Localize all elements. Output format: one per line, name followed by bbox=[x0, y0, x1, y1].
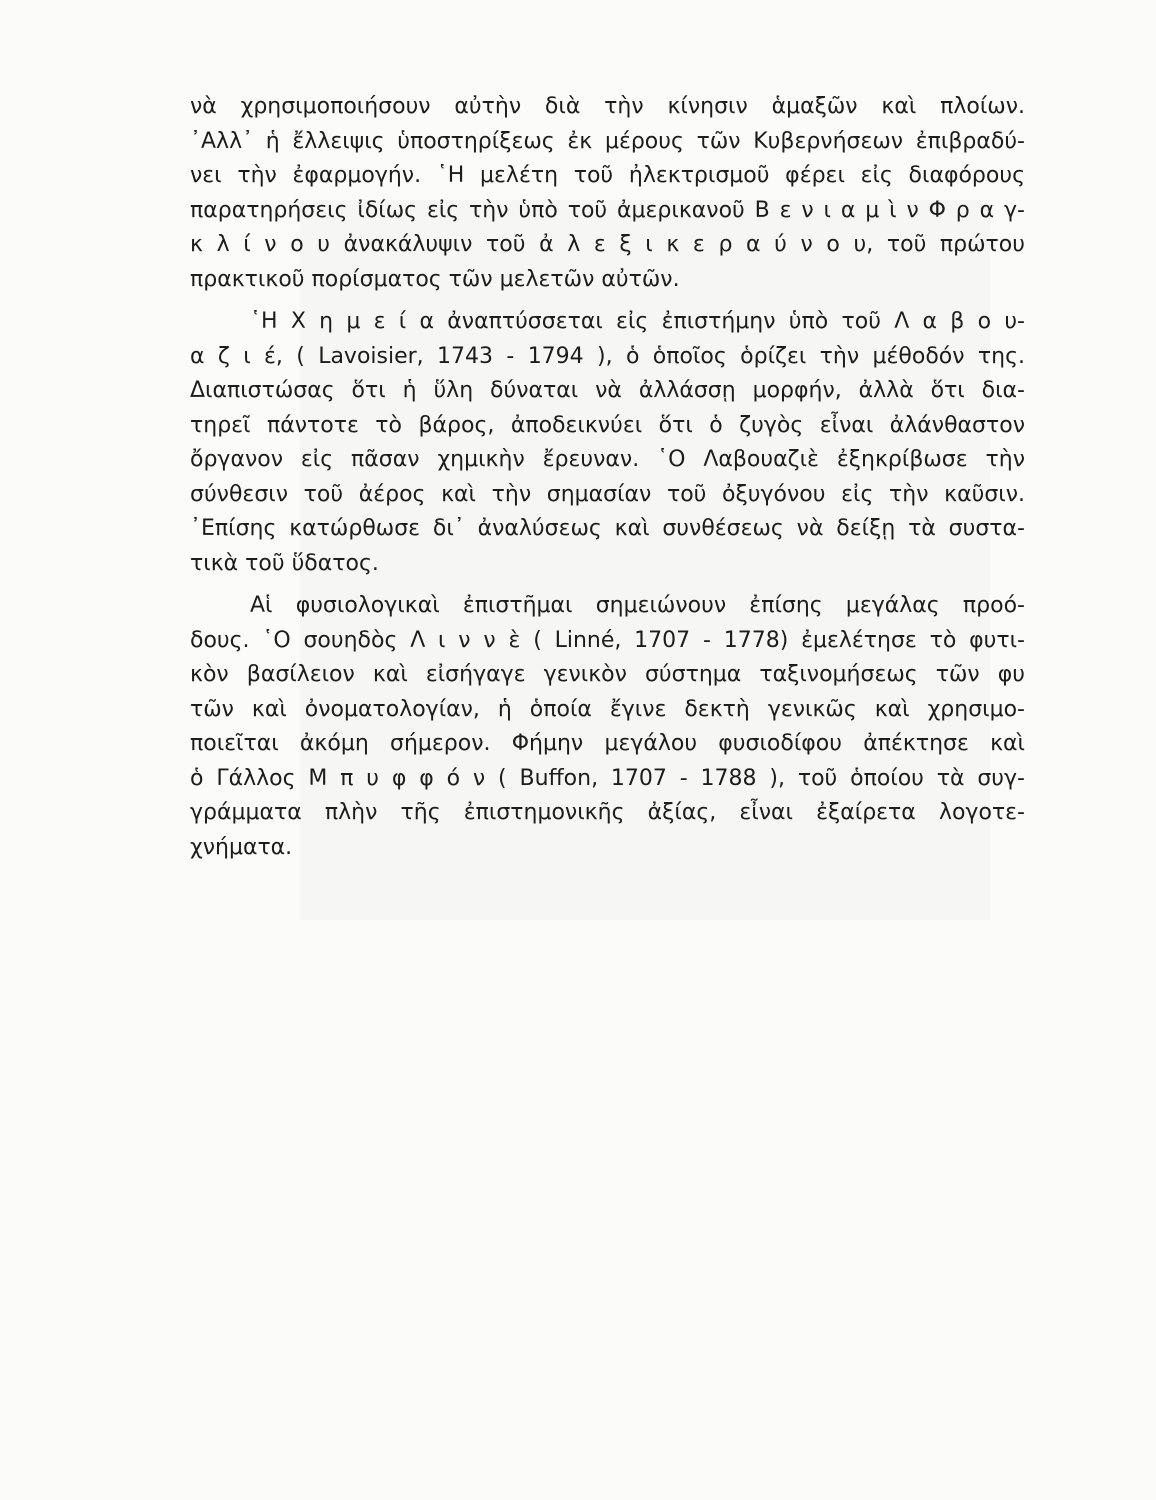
text-line: τηρεῖ πάντοτε τὸ βάρος, ἀποδεικνύει ὅτι ὁ ζυγὸς εἶναι ἀλάνθαστον bbox=[190, 412, 1025, 438]
text-line: νὰ χρησιμοποιήσουν αὐτὴν διὰ τὴν κίνησιν ἁμαξῶν καὶ πλοίων. bbox=[190, 94, 1025, 119]
text-line: δους. ῾Ο σουηδὸς Λ ι ν ν ὲ ( Linné, 1707 - 1778) ἐμελέτησε τὸ φυτι- bbox=[190, 627, 1025, 653]
text-line: ᾿Αλλ᾿ ἡ ἔλλειψις ὑποστηρίξεως ἐκ μέρους τῶν Κυβερνήσεων ἐπιβραδύ- bbox=[190, 128, 1025, 154]
paragraph-chemistry bbox=[190, 305, 1025, 581]
paragraph-electricity bbox=[190, 90, 1025, 297]
text-line: τικὰ τοῦ ὕδατος. bbox=[190, 550, 379, 576]
text-line: τῶν καὶ ὀνοματολογίαν, ἡ ὁποία ἔγινε δεκτὴ γενικῶς καὶ χρησιμο- bbox=[190, 696, 1025, 722]
text-line: ὁ Γάλλος Μ π υ φ φ ό ν ( Buffon, 1707 - 1788 ), τοῦ ὁποίου τὰ συγ- bbox=[190, 765, 1025, 791]
text-line: ποιεῖται ἀκόμη σήμερον. Φήμην μεγάλου φυσιοδίφου ἀπέκτησε καὶ bbox=[190, 731, 1025, 756]
paragraph-physiology bbox=[190, 589, 1025, 865]
text-line: ῾Η Χ η μ ε ί α ἀναπτύσσεται εἰς ἐπιστήμην ὑπὸ τοῦ Λ α β ο υ- bbox=[250, 309, 1025, 334]
text-line: γράμματα πλὴν τῆς ἐπιστημονικῆς ἀξίας, εἶναι ἐξαίρετα λογοτε- bbox=[190, 800, 1025, 825]
text-line: κ λ ί ν ο υ ἀνακάλυψιν τοῦ ἀ λ ε ξ ι κ ε ρ α ύ ν ο υ, τοῦ πρώτου bbox=[190, 232, 1025, 257]
text-line: α ζ ι έ, ( Lavoisier, 1743 - 1794 ), ὁ ὁποῖος ὁρίζει τὴν μέθοδόν της. bbox=[190, 343, 1025, 369]
text-line: κὸν βασίλειον καὶ εἰσήγαγε γενικὸν σύστημα ταξινομήσεως τῶν φυ bbox=[190, 662, 1025, 687]
text-line: πρακτικοῦ πορίσματος τῶν μελετῶν αὐτῶν. bbox=[190, 266, 680, 292]
text-line: χνήματα. bbox=[190, 834, 293, 860]
text-line: νει τὴν ἐφαρμογήν. ῾Η μελέτη τοῦ ἠλεκτρισμοῦ φέρει εἰς διαφόρους bbox=[190, 163, 1025, 188]
text-line: ᾿Επίσης κατώρθωσε δι᾿ ἀναλύσεως καὶ συνθέσεως νὰ δείξῃ τὰ συστα- bbox=[190, 516, 1025, 541]
body-text bbox=[190, 90, 1025, 865]
text-line: Αἱ φυσιολογικαὶ ἐπιστῆμαι σημειώνουν ἐπίσης μεγάλας προό- bbox=[250, 593, 1025, 618]
text-line: ὄργανον εἰς πᾶσαν χημικὴν ἔρευναν. ῾Ο Λαβουαζιὲ ἐξηκρίβωσε τὴν bbox=[190, 447, 1025, 472]
text-line: σύνθεσιν τοῦ ἀέρος καὶ τὴν σημασίαν τοῦ ὀξυγόνου εἰς τὴν καῦσιν. bbox=[190, 481, 1025, 507]
text-line: Διαπιστώσας ὅτι ἡ ὕλη δύναται νὰ ἀλλάσσῃ μορφήν, ἀλλὰ ὅτι δια- bbox=[190, 378, 1025, 403]
text-line: παρατηρήσεις ἰδίως εἰς τὴν ὑπὸ τοῦ ἀμερικανοῦ Β ε ν ι α μ ὶ ν Φ ρ α γ- bbox=[190, 197, 1025, 223]
